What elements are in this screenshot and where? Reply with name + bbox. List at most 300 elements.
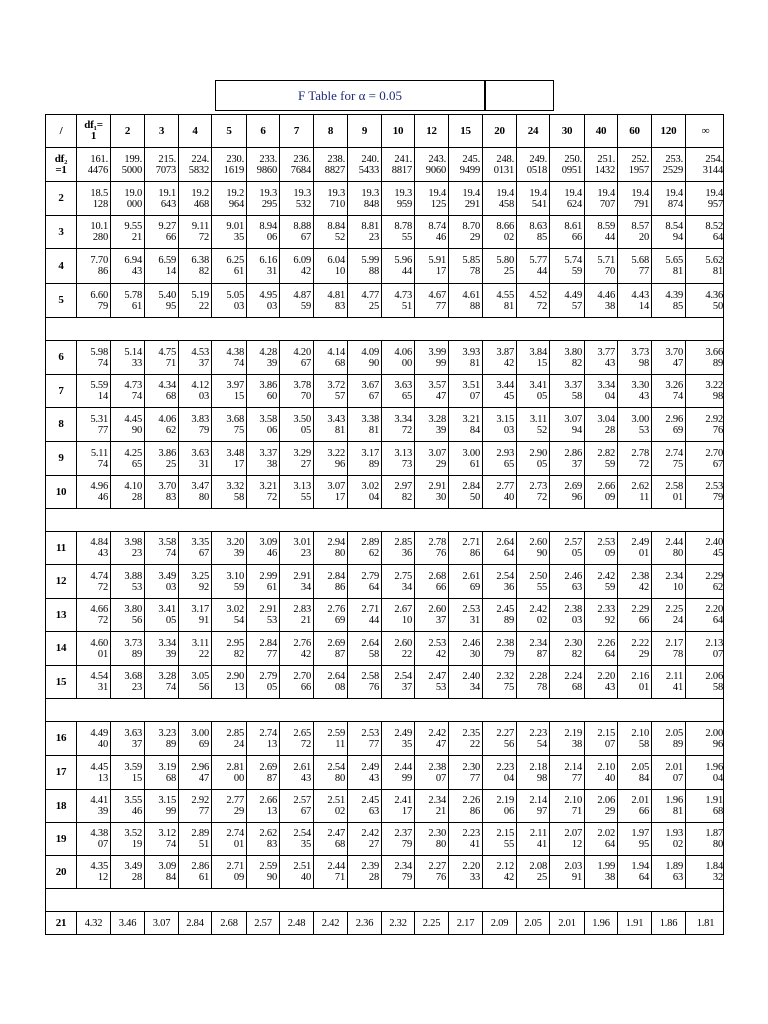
- value-cell-text: 8.57 20: [631, 221, 649, 243]
- value-cell-text: 19.4 791: [631, 187, 649, 210]
- value-cell: [449, 375, 483, 407]
- value-cell-text: 1.93 02: [665, 828, 683, 850]
- value-cell-text: 19.4 707: [597, 187, 615, 210]
- value-cell: [145, 375, 179, 407]
- value-cell: [618, 632, 652, 665]
- value-cell: [382, 182, 415, 215]
- value-cell-text: 2.08 25: [529, 861, 547, 883]
- value-cell: [77, 722, 111, 755]
- value-cell-text: 3.00 69: [191, 727, 209, 750]
- value-cell: [585, 565, 618, 598]
- value-cell-text: 2.50 55: [529, 570, 547, 593]
- value-cell: [585, 532, 618, 564]
- value-cell: [247, 756, 280, 789]
- value-cell: [77, 599, 111, 631]
- header-cell-text: 8: [327, 124, 334, 137]
- row-label-cell-text: 2: [58, 192, 64, 204]
- value-cell: [111, 565, 145, 598]
- value-cell-text: 3.13 55: [293, 481, 311, 503]
- value-cell-text: 2.03 91: [564, 861, 582, 883]
- value-cell: [145, 756, 179, 789]
- row-label-cell: [46, 532, 77, 564]
- value-cell: [280, 856, 314, 888]
- header-cell-text: 30: [561, 124, 573, 137]
- value-cell-text: 3.17 91: [191, 604, 209, 626]
- value-cell-text: 2.76 69: [327, 604, 345, 626]
- value-cell: [585, 823, 618, 855]
- value-cell-text: 3.49 28: [124, 861, 142, 883]
- value-cell-text: 253. 2529: [662, 153, 683, 176]
- value-cell-text: 3.47 80: [191, 481, 209, 503]
- header-cell: [415, 115, 449, 147]
- value-cell-text: 3.99 99: [428, 346, 446, 369]
- value-cell: [212, 341, 247, 374]
- value-cell-text: 2.07 12: [564, 828, 582, 850]
- value-cell-text: 5.31 77: [90, 413, 108, 436]
- value-cell: [550, 532, 585, 564]
- value-cell-text: 4.55 81: [496, 289, 514, 312]
- value-cell: [280, 249, 314, 283]
- value-cell-text: 8.74 46: [428, 221, 446, 243]
- value-cell: [145, 856, 179, 888]
- value-cell-text: 5.91 17: [428, 255, 446, 277]
- value-cell-text: 4.73 74: [124, 380, 142, 402]
- row-label-cell-text: 13: [55, 608, 67, 621]
- value-cell: [415, 565, 449, 598]
- value-cell-text: 1.89 63: [665, 861, 683, 883]
- value-cell: [280, 632, 314, 665]
- table-row: [45, 822, 724, 856]
- value-cell-text: 3.28 74: [158, 671, 176, 693]
- value-cell-text: 2.44 80: [665, 537, 683, 559]
- value-cell: [618, 476, 652, 508]
- value-cell: [585, 790, 618, 822]
- header-cell: [517, 115, 550, 147]
- value-cell: [212, 756, 247, 789]
- value-cell: [550, 790, 585, 822]
- value-cell-text: 3.17 89: [361, 447, 379, 470]
- value-cell-text: 2.53 79: [705, 481, 723, 503]
- value-cell: [686, 408, 725, 441]
- value-cell: [449, 284, 483, 317]
- value-cell-text: 2.35 22: [462, 727, 480, 750]
- value-cell: [585, 722, 618, 755]
- value-cell: [517, 823, 550, 855]
- value-cell: [585, 148, 618, 181]
- value-cell: [415, 912, 449, 934]
- row-label-cell: [46, 375, 77, 407]
- value-cell: [314, 756, 348, 789]
- value-cell: [348, 823, 382, 855]
- value-cell-text: 2.14 97: [529, 795, 547, 817]
- value-cell-text: 3.12 74: [158, 828, 176, 850]
- value-cell-text: 2.64 58: [361, 637, 379, 660]
- value-cell: [550, 341, 585, 374]
- value-cell-text: 2.30 80: [428, 828, 446, 850]
- value-cell: [550, 182, 585, 215]
- value-cell-text: 3.34 04: [597, 380, 615, 402]
- value-cell-text: 4.87 59: [293, 289, 311, 312]
- separator-row: [45, 317, 724, 341]
- value-cell: [314, 216, 348, 248]
- value-cell: [179, 216, 212, 248]
- value-cell: [517, 912, 550, 934]
- value-cell-text: 2.11 41: [529, 828, 547, 850]
- value-cell-text: 19.2 468: [191, 187, 209, 210]
- value-cell-text: 4.06 00: [394, 346, 412, 369]
- row-label-cell-text: 14: [55, 642, 67, 654]
- value-cell-text: 2.06 58: [705, 671, 723, 693]
- value-cell-text: 2.67 10: [394, 604, 412, 626]
- value-cell: [77, 790, 111, 822]
- value-cell: [415, 442, 449, 475]
- value-cell-text: 4.60 01: [90, 637, 108, 660]
- value-cell: [415, 341, 449, 374]
- value-cell: [517, 599, 550, 631]
- value-cell-text: 4.45 13: [90, 761, 108, 784]
- value-cell: [686, 532, 725, 564]
- value-cell: [247, 442, 280, 475]
- value-cell-text: 4.54 31: [90, 671, 108, 693]
- separator-row: [45, 888, 724, 912]
- value-cell: [111, 476, 145, 508]
- value-cell-text: 2.92 76: [705, 413, 723, 436]
- value-cell-text: 8.66 02: [496, 221, 514, 243]
- value-cell: [348, 565, 382, 598]
- value-cell-text: 5.68 77: [631, 255, 649, 277]
- value-cell: [77, 442, 111, 475]
- value-cell: [314, 442, 348, 475]
- value-cell: [212, 148, 247, 181]
- value-cell: [247, 823, 280, 855]
- value-cell-text: 3.10 59: [226, 570, 244, 593]
- value-cell-text: 2.71 09: [226, 861, 244, 883]
- value-cell: [449, 182, 483, 215]
- value-cell-text: 2.33 92: [597, 604, 615, 626]
- value-cell: [652, 408, 686, 441]
- value-cell: [415, 790, 449, 822]
- value-cell: [686, 284, 725, 317]
- value-cell: [348, 442, 382, 475]
- row-label-cell-text: 6: [58, 351, 64, 363]
- value-cell-text: 2.46 30: [462, 637, 480, 660]
- value-cell: [483, 148, 517, 181]
- value-cell: [382, 375, 415, 407]
- value-cell: [280, 408, 314, 441]
- row-label-cell: [46, 856, 77, 888]
- value-cell-text: 3.26 74: [665, 380, 683, 402]
- value-cell-text: 2.78 76: [428, 537, 446, 559]
- value-cell: [247, 476, 280, 508]
- value-cell: [145, 532, 179, 564]
- value-cell: [550, 632, 585, 665]
- value-cell-text: 2.84 86: [327, 570, 345, 593]
- value-cell: [212, 790, 247, 822]
- value-cell-text: 19.4 291: [462, 187, 480, 210]
- value-cell: [382, 249, 415, 283]
- value-cell-text: 2.96 69: [665, 413, 683, 436]
- value-cell-text: 2.92 77: [191, 795, 209, 817]
- value-cell-text: 2.68: [220, 917, 238, 929]
- value-cell-text: 3.15 99: [158, 795, 176, 817]
- value-cell: [179, 565, 212, 598]
- value-cell: [550, 284, 585, 317]
- header-cell-text: 20: [494, 124, 505, 137]
- value-cell-text: 2.47 53: [428, 671, 446, 693]
- value-cell: [618, 148, 652, 181]
- value-cell-text: 2.45 63: [361, 795, 379, 817]
- value-cell: [585, 341, 618, 374]
- value-cell-text: 1.96: [592, 917, 610, 929]
- value-cell-text: 3.41 05: [158, 604, 176, 626]
- table-row: [45, 248, 724, 284]
- row-label-cell: [46, 408, 77, 441]
- value-cell-text: 6.60 79: [90, 289, 108, 312]
- value-cell-text: 2.23 41: [462, 828, 480, 850]
- value-cell: [247, 375, 280, 407]
- value-cell-text: 2.20 43: [597, 671, 615, 693]
- value-cell-text: 224. 5832: [188, 153, 209, 176]
- value-cell-text: 8.84 52: [327, 221, 345, 243]
- value-cell-text: 2.42: [321, 917, 340, 929]
- row-label-cell-text: 10: [55, 485, 67, 498]
- value-cell: [314, 912, 348, 934]
- value-cell: [517, 408, 550, 441]
- value-cell: [585, 182, 618, 215]
- value-cell: [179, 148, 212, 181]
- value-cell: [517, 375, 550, 407]
- value-cell-text: 4.74 72: [90, 570, 108, 593]
- value-cell: [483, 216, 517, 248]
- value-cell-text: 2.38 07: [428, 761, 446, 784]
- value-cell-text: 2.36: [355, 917, 374, 929]
- value-cell: [111, 856, 145, 888]
- value-cell: [280, 284, 314, 317]
- value-cell-text: 4.67 77: [428, 289, 446, 312]
- value-cell-text: 2.61 43: [293, 761, 311, 784]
- value-cell: [111, 790, 145, 822]
- value-cell: [247, 912, 280, 934]
- value-cell-text: 2.54 35: [293, 828, 311, 850]
- value-cell-text: 2.64 08: [327, 671, 345, 693]
- value-cell-text: 2.40 45: [705, 537, 723, 559]
- value-cell-text: 6.09 42: [293, 255, 311, 277]
- value-cell: [314, 790, 348, 822]
- value-cell: [449, 442, 483, 475]
- value-cell: [247, 632, 280, 665]
- value-cell-text: 5.40 95: [158, 289, 176, 312]
- header-cell: [145, 115, 179, 147]
- table-row: [45, 531, 724, 565]
- value-cell-text: 2.97 82: [394, 481, 412, 503]
- value-cell-text: 5.11 74: [90, 447, 108, 470]
- value-cell-text: 3.00 53: [631, 413, 649, 436]
- value-cell: [415, 476, 449, 508]
- value-cell-text: 3.93 81: [462, 346, 480, 369]
- value-cell: [247, 341, 280, 374]
- value-cell: [618, 790, 652, 822]
- page-title: F Table for α = 0.05: [215, 80, 485, 111]
- value-cell-text: 1.91: [625, 917, 644, 929]
- separator-row: [45, 508, 724, 532]
- value-cell: [585, 476, 618, 508]
- value-cell: [618, 756, 652, 789]
- value-cell-text: 2.38 79: [496, 637, 514, 660]
- row-label-cell-text: 15: [55, 675, 67, 688]
- value-cell: [348, 666, 382, 698]
- value-cell: [517, 790, 550, 822]
- value-cell-text: 248. 0131: [493, 153, 514, 176]
- value-cell-text: 1.91 68: [705, 795, 723, 817]
- value-cell-text: 3.83 79: [191, 413, 209, 436]
- value-cell-text: 2.90 13: [226, 671, 244, 693]
- value-cell: [348, 532, 382, 564]
- value-cell: [111, 912, 145, 934]
- value-cell-text: 7.70 86: [90, 255, 108, 277]
- row-label-cell-text: 12: [55, 575, 67, 587]
- table-row: [45, 283, 724, 318]
- value-cell: [585, 856, 618, 888]
- value-cell: [314, 722, 348, 755]
- value-cell-text: 3.32 58: [226, 481, 244, 503]
- value-cell-text: 3.02 04: [361, 481, 379, 503]
- value-cell-text: 2.76 42: [293, 637, 311, 660]
- value-cell: [618, 216, 652, 248]
- value-cell: [179, 341, 212, 374]
- value-cell: [686, 856, 725, 888]
- value-cell-text: 5.99 88: [361, 255, 379, 277]
- value-cell: [280, 912, 314, 934]
- value-cell-text: 2.11 41: [665, 671, 683, 693]
- value-cell-text: 6.25 61: [226, 255, 244, 277]
- value-cell: [145, 442, 179, 475]
- value-cell: [382, 341, 415, 374]
- value-cell-text: 4.28 39: [259, 346, 277, 369]
- value-cell-text: 252. 1957: [628, 153, 649, 176]
- value-cell: [483, 341, 517, 374]
- value-cell: [517, 442, 550, 475]
- value-cell: [212, 632, 247, 665]
- value-cell-text: 3.46: [118, 917, 137, 929]
- value-cell-text: 2.74 75: [665, 447, 683, 470]
- value-cell-text: 2.58 01: [665, 481, 683, 503]
- value-cell: [550, 599, 585, 631]
- table-row: [45, 911, 724, 935]
- value-cell-text: 2.05 89: [665, 727, 683, 750]
- value-cell: [483, 408, 517, 441]
- value-cell: [179, 632, 212, 665]
- value-cell: [415, 599, 449, 631]
- value-cell-text: 3.44 45: [496, 380, 514, 402]
- value-cell: [550, 148, 585, 181]
- value-cell-text: 2.84: [186, 917, 204, 929]
- value-cell: [585, 408, 618, 441]
- value-cell: [686, 823, 725, 855]
- value-cell: [348, 790, 382, 822]
- value-cell: [145, 182, 179, 215]
- value-cell-text: 241. 8817: [391, 153, 412, 176]
- value-cell-text: 8.70 29: [462, 221, 480, 243]
- value-cell-text: 3.58 06: [259, 413, 277, 436]
- value-cell-text: 3.38 81: [361, 413, 379, 436]
- value-cell-text: 2.53 31: [462, 604, 480, 626]
- value-cell-text: 3.66 89: [705, 346, 723, 369]
- row-label-cell-text: df₂ =1: [54, 152, 68, 176]
- value-cell: [618, 722, 652, 755]
- value-cell: [686, 442, 725, 475]
- value-cell-text: 4.96 46: [90, 481, 108, 503]
- value-cell-text: 2.89 51: [191, 828, 209, 850]
- value-cell: [652, 756, 686, 789]
- value-cell-text: 6.04 10: [327, 255, 345, 277]
- value-cell-text: 240. 5433: [358, 153, 379, 176]
- value-cell: [280, 216, 314, 248]
- value-cell: [348, 632, 382, 665]
- value-cell: [483, 375, 517, 407]
- value-cell: [483, 756, 517, 789]
- value-cell: [686, 912, 725, 934]
- value-cell-text: 3.49 03: [158, 570, 176, 593]
- value-cell: [111, 599, 145, 631]
- value-cell: [550, 216, 585, 248]
- value-cell: [212, 666, 247, 698]
- value-cell: [618, 249, 652, 283]
- value-cell: [77, 476, 111, 508]
- value-cell: [686, 632, 725, 665]
- value-cell: [686, 756, 725, 789]
- value-cell: [517, 565, 550, 598]
- value-cell-text: 5.80 25: [496, 255, 514, 277]
- value-cell-text: 3.07 94: [564, 413, 582, 436]
- value-cell: [618, 408, 652, 441]
- value-cell: [686, 476, 725, 508]
- value-cell-text: 2.59 90: [259, 861, 277, 883]
- value-cell-text: 2.40 34: [462, 671, 480, 693]
- value-cell: [179, 182, 212, 215]
- value-cell: [212, 249, 247, 283]
- value-cell-text: 2.84 50: [462, 481, 480, 503]
- value-cell-text: 2.38 42: [631, 570, 649, 593]
- row-label-cell-text: 4: [58, 259, 64, 272]
- value-cell-text: 2.37 79: [394, 828, 412, 850]
- value-cell: [145, 912, 179, 934]
- value-cell-text: 3.28 39: [428, 413, 446, 436]
- value-cell: [111, 216, 145, 248]
- value-cell-text: 3.51 07: [462, 380, 480, 402]
- row-label-cell-text: 19: [55, 832, 67, 845]
- value-cell-text: 3.97 15: [226, 380, 244, 402]
- f-table: [45, 114, 724, 934]
- value-cell-text: 2.83 21: [293, 604, 311, 626]
- value-cell: [652, 823, 686, 855]
- value-cell: [314, 532, 348, 564]
- value-cell-text: 3.52 19: [124, 828, 142, 850]
- value-cell: [686, 148, 725, 181]
- value-cell-text: 4.38 07: [90, 828, 108, 850]
- value-cell: [449, 341, 483, 374]
- value-cell: [652, 722, 686, 755]
- value-cell: [280, 442, 314, 475]
- value-cell: [280, 375, 314, 407]
- value-cell: [111, 182, 145, 215]
- value-cell: [212, 408, 247, 441]
- value-cell: [652, 790, 686, 822]
- value-cell-text: 2.32: [389, 917, 407, 929]
- value-cell-text: 2.69 87: [259, 761, 277, 784]
- value-cell-text: 19.4 458: [496, 187, 514, 210]
- value-cell: [382, 666, 415, 698]
- value-cell: [145, 666, 179, 698]
